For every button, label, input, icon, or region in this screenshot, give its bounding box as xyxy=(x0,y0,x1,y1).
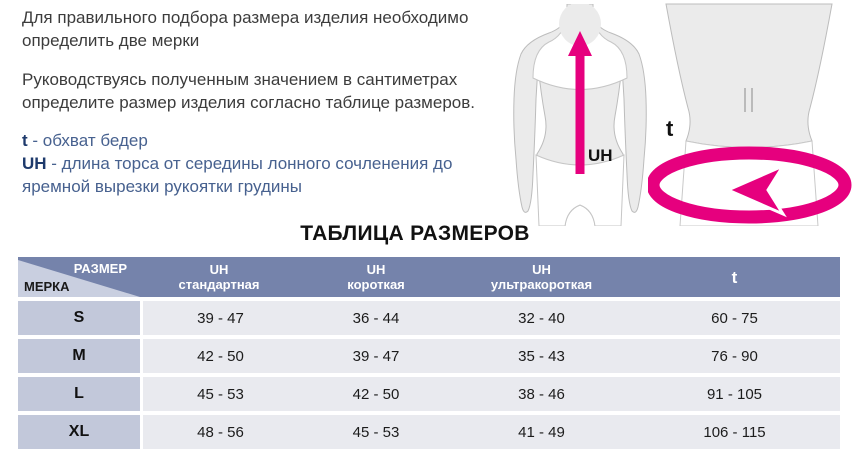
measure-desc-uh: - длина торса от середины лонного сочленения до яремной вырезки рукоятки грудины xyxy=(22,154,453,196)
value-uh-ultrashort: 32 - 40 xyxy=(518,309,565,327)
value-uh-ultrashort: 38 - 46 xyxy=(518,385,565,403)
col-header-t xyxy=(629,257,840,297)
value-uh-short: 45 - 53 xyxy=(352,423,400,441)
corner-cell xyxy=(18,257,140,297)
table-row-m xyxy=(18,339,840,373)
value-uh-standard: 48 - 56 xyxy=(197,423,244,441)
corner-label-measure: МЕРКА xyxy=(24,279,70,294)
measure-desc-t: - обхват бедер xyxy=(27,131,148,150)
col-header-line2: ультракороткая xyxy=(490,277,593,292)
value-uh-short: 39 - 47 xyxy=(352,347,400,365)
col-header-line1: UH xyxy=(209,262,229,277)
measure-key-uh: UH xyxy=(22,154,47,173)
col-header-line1: t xyxy=(731,267,738,287)
row-values xyxy=(143,415,840,449)
figure-back-hips xyxy=(648,0,853,226)
value-t: 60 - 75 xyxy=(711,309,758,327)
corner-label-size: РАЗМЕР xyxy=(73,261,127,276)
col-header-uh-short xyxy=(298,257,454,297)
value-t: 91 - 105 xyxy=(706,385,763,403)
col-header-line2: стандартная xyxy=(178,277,260,292)
size-table-header xyxy=(18,257,840,297)
back-body-silhouette xyxy=(666,4,832,148)
table-row-xl xyxy=(18,415,840,449)
row-values xyxy=(143,301,840,335)
header-columns xyxy=(140,257,840,297)
row-values xyxy=(143,339,840,373)
front-torso-illustration xyxy=(505,4,657,226)
value-uh-short: 42 - 50 xyxy=(352,385,400,403)
size-label: M xyxy=(18,339,140,373)
value-uh-standard: 42 - 50 xyxy=(197,347,244,365)
table-row-l xyxy=(18,377,840,411)
col-header-uh-ultrashort xyxy=(454,257,629,297)
value-t: 76 - 90 xyxy=(711,347,758,365)
t-arrow-label: t xyxy=(666,116,674,141)
uh-arrow-label: UH xyxy=(588,146,613,165)
size-label: XL xyxy=(18,415,140,449)
col-header-line1: UH xyxy=(366,262,386,277)
value-uh-ultrashort: 41 - 49 xyxy=(518,423,565,441)
value-uh-standard: 39 - 47 xyxy=(197,309,244,327)
value-uh-ultrashort: 35 - 43 xyxy=(518,347,565,365)
intro-text-block xyxy=(22,6,514,198)
col-header-uh-standard xyxy=(140,257,298,297)
row-values xyxy=(143,377,840,411)
back-hips-illustration xyxy=(648,0,853,226)
size-table-title: ТАБЛИЦА РАЗМЕРОВ xyxy=(300,222,530,245)
measure-definitions xyxy=(22,129,514,198)
figure-front-torso xyxy=(505,4,657,226)
size-label: L xyxy=(18,377,140,411)
table-row-s xyxy=(18,301,840,335)
value-t: 106 - 115 xyxy=(703,423,766,441)
value-uh-short: 36 - 44 xyxy=(352,309,400,327)
col-header-line2: короткая xyxy=(347,277,405,292)
intro-paragraph-1: Для правильного подбора размера изделия необходимо определить две мерки xyxy=(22,8,469,50)
value-uh-standard: 45 - 53 xyxy=(197,385,244,403)
col-header-line1: UH xyxy=(532,262,551,277)
intro-paragraph-2: Руководствуясь полученным значением в сантиметрах определите размер изделия согласно таблице размеров. xyxy=(22,70,475,112)
size-label: S xyxy=(18,301,140,335)
size-table xyxy=(18,257,840,449)
measure-key-t: t xyxy=(22,131,28,150)
